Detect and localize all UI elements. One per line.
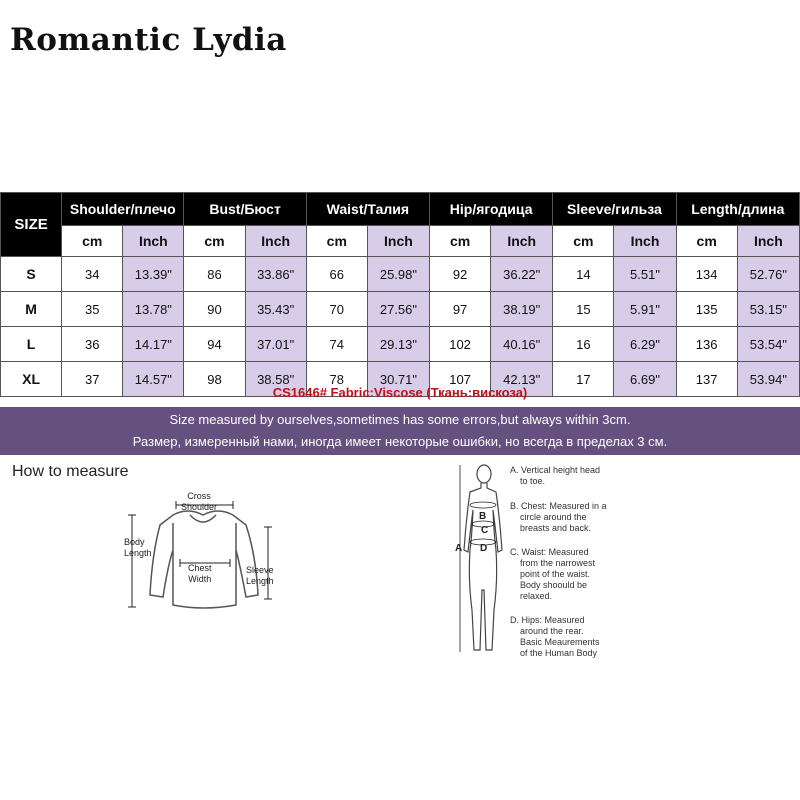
table-cell: 134 — [676, 257, 737, 292]
table-cell: 29.13" — [367, 327, 429, 362]
how-to-measure-section — [0, 455, 800, 800]
unit-inch: Inch — [737, 226, 799, 257]
chest-width-label: Chest Width — [188, 563, 212, 584]
marker-a: A — [455, 543, 463, 554]
table-cell: 6.29" — [614, 327, 676, 362]
table-cell: 13.78" — [123, 292, 184, 327]
size-cell: M — [1, 292, 62, 327]
measurement-notice — [0, 407, 800, 455]
size-cell: XL — [1, 362, 62, 397]
column-header-waist: Waist/Талия — [306, 193, 429, 226]
table-cell: 14 — [553, 257, 614, 292]
legend-b: B. Chest: Measured in a circle around the breasts and back. — [510, 501, 607, 533]
table-cell: 34 — [62, 257, 123, 292]
unit-row — [1, 226, 800, 257]
table-cell: 98 — [184, 362, 245, 397]
table-cell: 86 — [184, 257, 245, 292]
column-header-hip: Hip/ягодица — [430, 193, 553, 226]
shirt-diagram — [118, 495, 288, 625]
table-cell: 36.22" — [491, 257, 553, 292]
unit-inch: Inch — [614, 226, 676, 257]
table-cell: 74 — [306, 327, 367, 362]
table-cell: 38.58" — [245, 362, 306, 397]
table-cell: 53.94" — [737, 362, 799, 397]
table-cell: 14.57" — [123, 362, 184, 397]
table-cell: 27.56" — [367, 292, 429, 327]
table-cell: 5.51" — [614, 257, 676, 292]
unit-cm: cm — [430, 226, 491, 257]
unit-inch: Inch — [123, 226, 184, 257]
table-cell: 16 — [553, 327, 614, 362]
table-cell: 35 — [62, 292, 123, 327]
table-cell: 136 — [676, 327, 737, 362]
column-header-shoulder: Shoulder/плечо — [62, 193, 184, 226]
marker-c: C — [481, 525, 489, 536]
marker-d: D — [480, 543, 488, 554]
legend-c: C. Waist: Measured from the narrowest point of the waist. Body shoould be relaxed. — [510, 547, 596, 601]
table-cell: 37.01" — [245, 327, 306, 362]
table-cell: 37 — [62, 362, 123, 397]
table-cell: 107 — [430, 362, 491, 397]
notice-russian: Размер, измеренный нами, иногда имеет некоторые ошибки, но всегда в пределах 3 см. — [132, 434, 668, 449]
unit-inch: Inch — [245, 226, 306, 257]
table-cell: 135 — [676, 292, 737, 327]
legend-a: A. Vertical height head to toe. — [510, 465, 601, 486]
sleeve-length-label: Sleeve Length — [246, 565, 274, 586]
column-header-bust: Bust/Бюст — [184, 193, 306, 226]
unit-cm: cm — [676, 226, 737, 257]
table-cell: 17 — [553, 362, 614, 397]
table-cell: 97 — [430, 292, 491, 327]
table-cell: 52.76" — [737, 257, 799, 292]
table-cell: 6.69" — [614, 362, 676, 397]
table-row-s — [1, 257, 800, 292]
table-cell: 40.16" — [491, 327, 553, 362]
column-header-length: Length/длина — [676, 193, 799, 226]
table-cell: 137 — [676, 362, 737, 397]
unit-cm: cm — [306, 226, 367, 257]
table-cell: 42.13" — [491, 362, 553, 397]
table-cell: 25.98" — [367, 257, 429, 292]
marker-b: B — [479, 511, 487, 522]
how-to-measure-title: How to measure — [12, 463, 129, 480]
table-cell: 5.91" — [614, 292, 676, 327]
unit-inch: Inch — [491, 226, 553, 257]
table-cell: 36 — [62, 327, 123, 362]
size-cell: S — [1, 257, 62, 292]
brand-logo: Romantic Lydia — [10, 22, 287, 58]
size-column-header: SIZE — [1, 193, 62, 257]
table-cell: 90 — [184, 292, 245, 327]
column-header-sleeve: Sleeve/гильза — [553, 193, 676, 226]
table-cell: 13.39" — [123, 257, 184, 292]
body-diagram — [448, 460, 508, 660]
table-cell: 92 — [430, 257, 491, 292]
unit-cm: cm — [62, 226, 123, 257]
table-cell: 66 — [306, 257, 367, 292]
table-cell: 53.15" — [737, 292, 799, 327]
table-cell: 30.71" — [367, 362, 429, 397]
cross-shoulder-label: Cross Shoulder — [181, 491, 218, 512]
table-cell: 35.43" — [245, 292, 306, 327]
table-cell: 94 — [184, 327, 245, 362]
table-cell: 78 — [306, 362, 367, 397]
table-cell: 33.86" — [245, 257, 306, 292]
table-row-l — [1, 327, 800, 362]
unit-cm: cm — [553, 226, 614, 257]
table-cell: 38.19" — [491, 292, 553, 327]
table-cell: 14.17" — [123, 327, 184, 362]
table-row-m — [1, 292, 800, 327]
table-cell: 70 — [306, 292, 367, 327]
unit-cm: cm — [184, 226, 245, 257]
unit-inch: Inch — [367, 226, 429, 257]
legend-d: D. Hips: Measured around the rear. Basic Meaurements of the Human Body — [510, 615, 600, 658]
table-cell: 102 — [430, 327, 491, 362]
body-length-label: Body Length — [124, 537, 152, 558]
fabric-info: CS1646# Fabric:Viscose (Ткань:вискоза) — [272, 385, 528, 400]
notice-english: Size measured by ourselves,sometimes has some errors,but always within 3cm. — [169, 412, 631, 427]
size-chart-table — [0, 192, 800, 397]
size-cell: L — [1, 327, 62, 362]
table-cell: 15 — [553, 292, 614, 327]
header-row — [1, 193, 800, 226]
table-cell: 53.54" — [737, 327, 799, 362]
